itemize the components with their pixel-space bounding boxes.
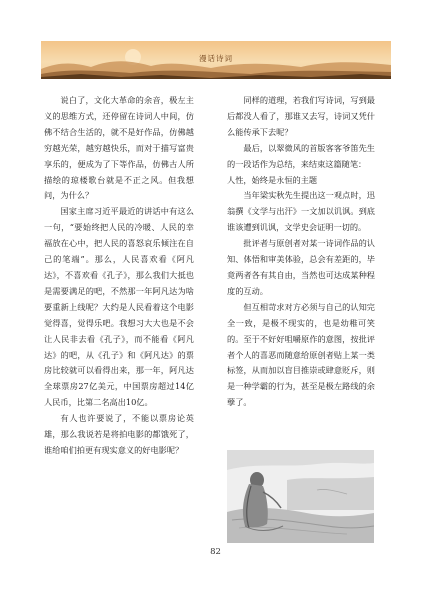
- paragraph: 有人也许要说了，不能以票房论英雄，那么我说若是将拍电影的都饿死了，谁给咱们拍更有现实意义的好电影呢？: [44, 413, 194, 455]
- paragraph: 同样的道理，若我们写诗词，写到最后都没人看了，那谁又去写，诗词又凭什么能传承下去呢？: [227, 95, 375, 137]
- paragraph: 批评者与原创者对某一诗词作品的认知、体悟和审美体验，总会有差距的，毕竟两者各有其自由，当然也可达成某种程度的互动。: [227, 238, 375, 296]
- right-column: [227, 93, 375, 411]
- header-banner: [41, 41, 391, 79]
- left-column: [44, 93, 194, 459]
- figure-by-water-image: [227, 450, 374, 543]
- paragraph: 当年梁实秋先生提出这一观点时，迅翁撰《文学与出汗》一文加以讥讽。到底谁该遭到讥讽，文学史会证明一切的。: [227, 190, 375, 233]
- banner-title: 漫话诗词: [199, 54, 233, 63]
- paragraph: 但互相苛求对方必须与自己的认知完全一致，是极不现实的，也是幼稚可笑的。至于不好好咀嚼原作的意图，按批评者个人的喜恶而随意给原创者贴上某一类标签，从而加以盲目推崇或肆意贬斥，则是一种学霸的行为，甚至是极左路线的余孽了。: [227, 301, 375, 408]
- paragraph: 说白了，文化大革命的余音，极左主义的思维方式，还停留在诗词人中间，仿佛不结合生活的，就不是好作品，仿佛越穷越光荣，越穷越快乐，而对于描写富贵享乐的，便成为了下等作品，仿佛古人所描绘的琼楼歌台就是不正之风。但我想问，为什么？: [44, 95, 194, 201]
- paragraph: 最后，以翠微风的首版客客爷笛先生的一段话作为总结，来结束这篇随笔：: [227, 142, 375, 169]
- paragraph: 国家主席习近平最近的讲话中有这么一句，“要始终把人民的冷暖、人民的幸福放在心中，把人民的喜怒哀乐倾注在自己的笔端”。那么，人民喜欢看《阿凡达》，不喜欢看《孔子》，那么我们大抵也是需要满足的吧，不然那一年阿凡达为啥要重新上线呢？大约是人民看着这个电影觉得喜，觉得乐吧。我想习大大也是不会让人民非去看《孔子》，而不能看《阿凡达》的吧，从《孔子》和《阿凡达》的票房比较就可以看得出来，那一年，阿凡达全球票房27亿美元，中国票房超过14亿人民币，比第二名高出10亿。: [44, 206, 194, 408]
- quote-heading: 人性，始终是永恒的主题: [227, 174, 318, 185]
- illustration-sketch: [227, 450, 374, 543]
- page-number: 82: [210, 547, 221, 557]
